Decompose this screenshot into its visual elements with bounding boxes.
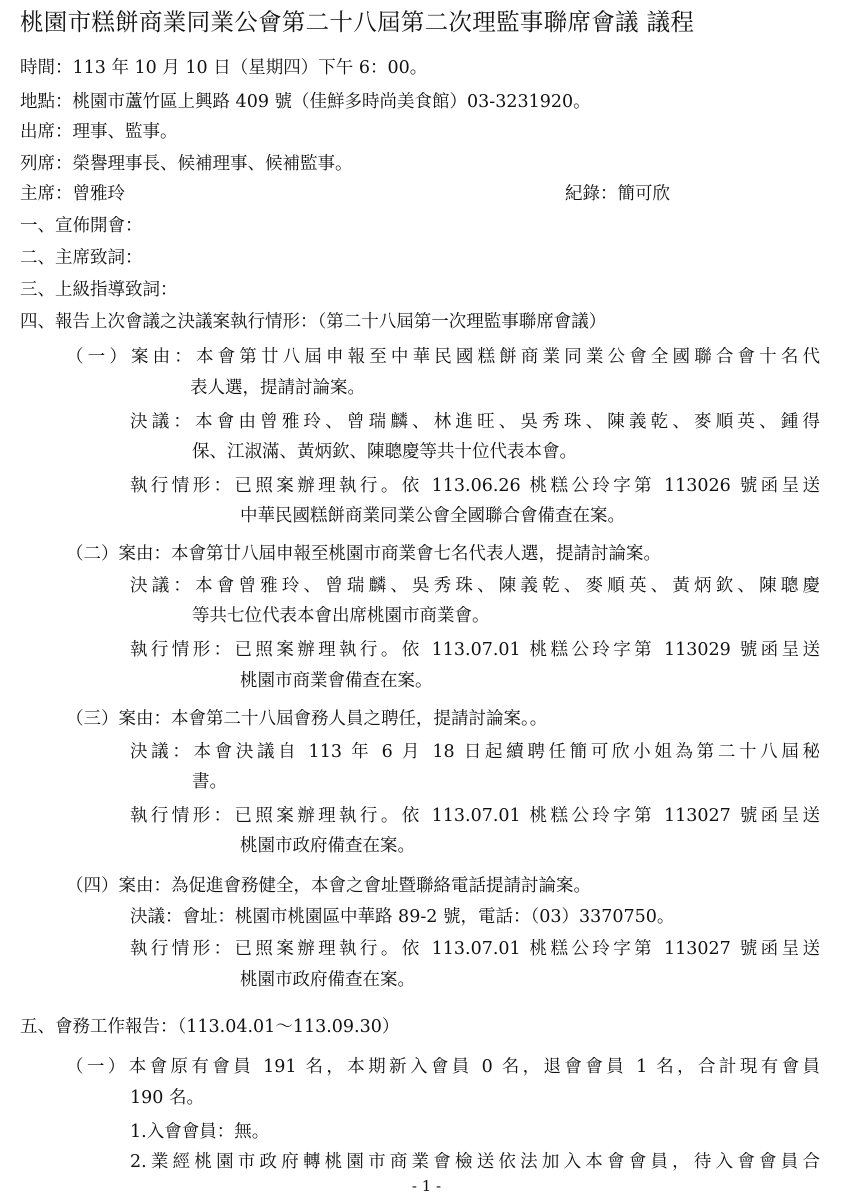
item-3-case: （三）案由：本會第二十八屆會務人員之聘任，提請討論案。。: [66, 709, 548, 729]
item-2-resolution-cont: 等共七位代表本會出席桃園市商業會。: [192, 606, 490, 626]
item-3-execution-cont: 桃園市政府備查在案。: [240, 836, 415, 856]
report-para-1-cont: 190 名。: [130, 1088, 204, 1108]
section-5: 五、會務工作報告：（113.04.01～113.09.30）: [20, 1017, 400, 1037]
item-2-resolution: 決議：本會曾雅玲、曾瑞麟、吳秀珠、陳義乾、麥順英、黃炳欽、陳聰慶: [130, 576, 820, 596]
section-3: 三、上級指導致詞：: [20, 280, 178, 300]
item-2-execution: 執行情形：已照案辦理執行。依 113.07.01 桃糕公玲字第 113029 號函呈送: [130, 640, 820, 660]
meeting-observers: 列席：榮譽理事長、候補理事、候補監事。: [20, 154, 353, 174]
item-1-case-cont: 表人選，提請討論案。: [190, 378, 365, 398]
item-4-case: （四）案由：為促進會務健全，本會之會址暨聯絡電話提請討論案。: [66, 876, 591, 896]
item-3-execution: 執行情形：已照案辦理執行。依 113.07.01 桃糕公玲字第 113027 號函呈送: [130, 806, 820, 826]
report-para-1: （一）本會原有會員 191 名，本期新入會員 0 名，退會會員 1 名，合計現有會員: [66, 1057, 820, 1077]
item-1-resolution: 決議：本會由曾雅玲、曾瑞麟、林進旺、吳秀珠、陳義乾、麥順英、鍾得: [130, 412, 820, 432]
item-1-execution: 執行情形：已照案辦理執行。依 113.06.26 桃糕公玲字第 113026 號函呈送: [130, 476, 820, 496]
section-2: 二、主席致詞：: [20, 248, 143, 268]
meeting-chair: 主席：曾雅玲: [20, 184, 125, 204]
item-1-execution-cont: 中華民國糕餅商業同業公會全國聯合會備查在案。: [240, 506, 625, 526]
section-4: 四、報告上次會議之決議案執行情形：（第二十八屆第一次理監事聯席會議）: [20, 312, 607, 332]
meeting-recorder: 紀錄：簡可欣: [565, 184, 670, 204]
section-1: 一、宣佈開會：: [20, 216, 143, 236]
item-4-resolution: 決議：會址：桃園市桃園區中華路 89-2 號，電話：（03）3370750。: [130, 907, 675, 927]
item-1-resolution-cont: 保、江淑滿、黃炳欽、陳聰慶等共十位代表本會。: [192, 442, 577, 462]
document-title: 桃園市糕餅商業同業公會第二十八屆第二次理監事聯席會議 議程: [20, 8, 695, 36]
item-4-execution-cont: 桃園市政府備查在案。: [240, 970, 415, 990]
meeting-time: 時間：113 年 10 月 10 日（星期四）下午 6：00。: [20, 58, 428, 78]
item-2-case: （二）案由：本會第廿八屆申報至桃園市商業會七名代表人選，提請討論案。: [66, 544, 661, 564]
item-2-execution-cont: 桃園市商業會備查在案。: [240, 671, 433, 691]
item-3-resolution: 決議：本會決議自 113 年 6 月 18 日起續聘任簡可欣小姐為第二十八屆秘: [130, 742, 820, 762]
item-1-case: （一）案由：本會第廿八屆申報至中華民國糕餅商業同業公會全國聯合會十名代: [66, 347, 820, 367]
page-number: - 1 -: [411, 1177, 442, 1195]
meeting-attendees: 出席：理事、監事。: [20, 122, 178, 142]
item-4-execution: 執行情形：已照案辦理執行。依 113.07.01 桃糕公玲字第 113027 號函呈送: [130, 939, 820, 959]
meeting-place: 地點：桃園市蘆竹區上興路 409 號（佳鮮多時尚美食館）03-3231920。: [20, 92, 591, 112]
report-sub-1: 1.入會會員：無。: [130, 1122, 270, 1142]
item-3-resolution-cont: 書。: [192, 772, 227, 792]
report-sub-2: 2.業經桃園市政府轉桃園市商業會檢送依法加入本會會員，待入會會員合: [130, 1152, 820, 1172]
